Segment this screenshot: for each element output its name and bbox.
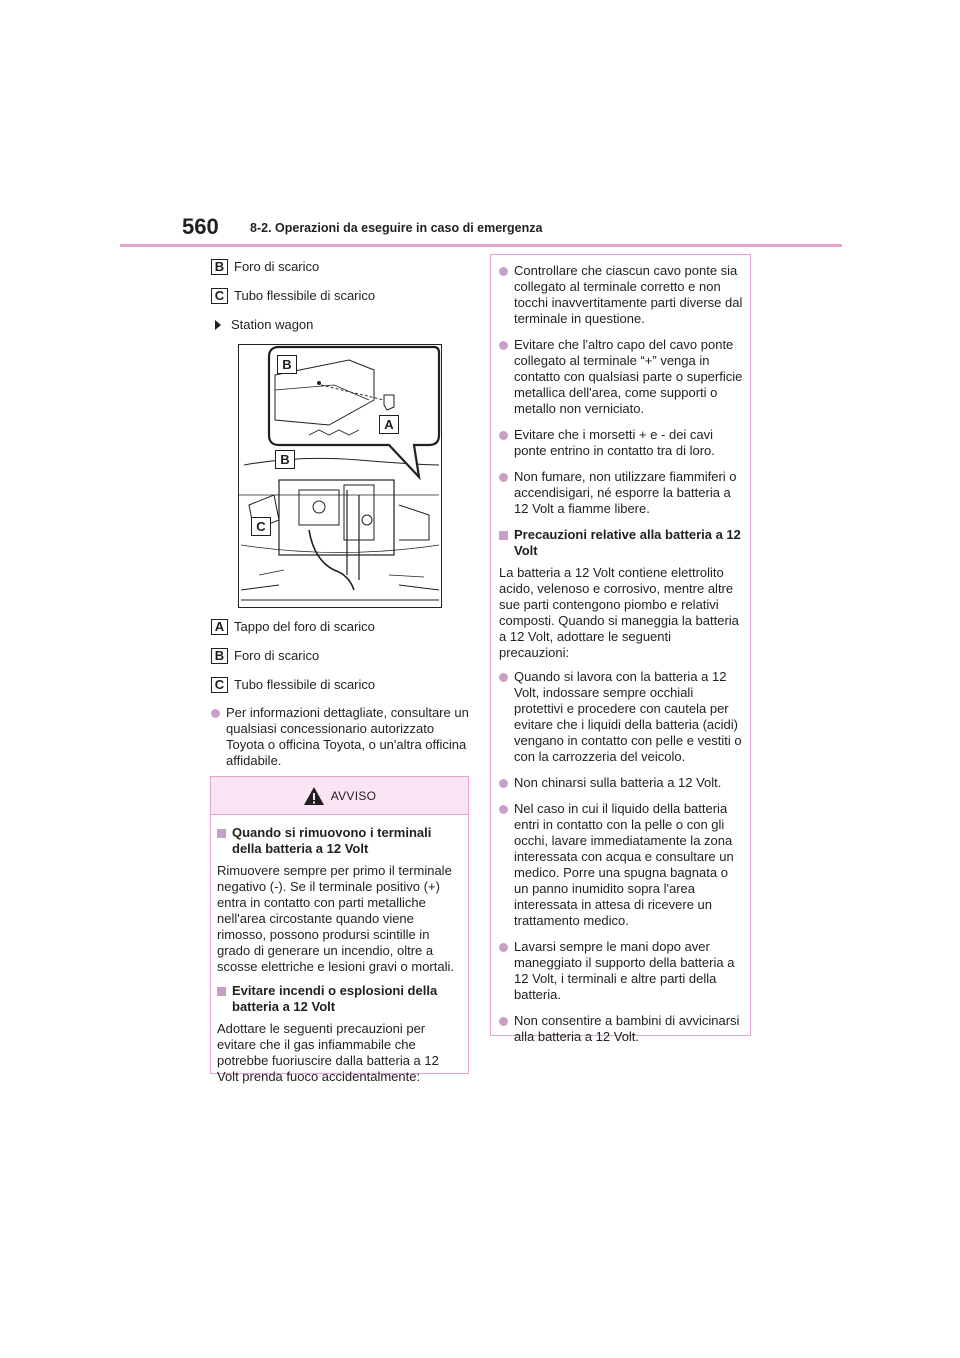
warning-body: [211, 815, 468, 1085]
label-b-top: [211, 258, 469, 276]
letter-box-a: A: [211, 619, 228, 635]
list-item: [499, 775, 744, 791]
list-item-text: Evitare che i morsetti + e - dei cavi ponte entrino in contatto tra di loro.: [514, 427, 715, 458]
label-text: Tubo flessibile di scarico: [234, 677, 376, 692]
list-item: [499, 1013, 744, 1045]
callout-b-main: B: [275, 450, 295, 469]
bullet-dot-icon: [499, 805, 508, 814]
label-text: Tappo del foro di scarico: [234, 619, 375, 634]
warning-header: [211, 777, 468, 815]
warning-paragraph: Rimuovere sempre per primo il terminale negativo (-). Se il terminale positivo (+) entra in contatto con parti metalliche nell'area circostante quando viene rimosso, possono prodursi scintille in grado di generare un incendio, oltre a scosse elettriche e lesioni gravi o mortali.: [217, 863, 454, 974]
list-item: [499, 427, 744, 459]
label-a: [211, 618, 469, 636]
list-item-text: Controllare che ciascun cavo ponte sia collegato al terminale corretto e non tocchi inavvertitamente parti diverse dal terminale in questione.: [514, 263, 743, 326]
header-rule: [120, 244, 842, 247]
label-text: Foro di scarico: [234, 259, 320, 274]
bullet-dot-icon: [499, 267, 508, 276]
list-item-text: Non consentire a bambini di avvicinarsi alla batteria a 12 Volt.: [514, 1013, 740, 1044]
callout-b-inset: B: [277, 355, 297, 374]
square-bullet-icon: [499, 531, 508, 540]
callout-a: A: [379, 415, 399, 434]
label-text: Tubo flessibile di scarico: [234, 288, 376, 303]
letter-box-b: B: [211, 259, 228, 275]
drain-illustration: [239, 345, 441, 607]
precautions-heading: [499, 527, 744, 559]
warning-section-heading: [217, 825, 462, 857]
warning-heading-text: Quando si rimuovono i terminali della batteria a 12 Volt: [232, 825, 432, 856]
list-item: [499, 337, 744, 417]
page-number: 560: [182, 214, 219, 239]
bullet-dot-icon: [499, 473, 508, 482]
section-title: 8-2. Operazioni da eseguire in caso di emergenza: [250, 221, 543, 235]
label-c: [211, 676, 469, 694]
list-item-text: Non chinarsi sulla batteria a 12 Volt.: [514, 775, 722, 790]
precautions-heading-text: Precauzioni relative alla batteria a 12 Volt: [514, 527, 741, 558]
list-item-text: Non fumare, non utilizzare fiammiferi o accendisigari, né esporre la batteria a 12 Volt a fiamme libere.: [514, 469, 737, 516]
warning-heading-text: Evitare incendi o esplosioni della batteria a 12 Volt: [232, 983, 438, 1014]
list-item: [499, 669, 744, 765]
warning-box: [210, 776, 469, 1084]
warning-title: AVVISO: [330, 788, 377, 803]
bullet-dot-icon: [499, 431, 508, 440]
label-text: Foro di scarico: [234, 648, 320, 663]
warning-paragraph: Adottare le seguenti precauzioni per evitare che il gas infiammabile che potrebbe fuoriuscire dalla batteria a 12 Volt prenda fuoco accidentalmente:: [217, 1021, 439, 1084]
list-item-text: Evitare che l'altro capo del cavo ponte collegato al terminale “+” venga in contatto con qualsiasi parte o superficie metallica dell'area, come supporti o metallo non verniciato.: [514, 337, 743, 416]
bullet-dot-icon: [499, 673, 508, 682]
list-item: [499, 469, 744, 517]
bullet-dot-icon: [499, 943, 508, 952]
warning-section-heading: [217, 983, 462, 1015]
label-c-top: [211, 287, 469, 305]
list-item-text: Lavarsi sempre le mani dopo aver maneggiato il supporto della batteria a 12 Volt, i terminali e altre parti della batteria.: [514, 939, 735, 1002]
callout-c: C: [251, 517, 271, 536]
bullet-dot-icon: [211, 709, 220, 718]
precautions-paragraph: La batteria a 12 Volt contiene elettrolito acido, velenoso e corrosivo, mentre altre sue parti contengono piombo e relativi composti. Quando si maneggia la batteria a 12 Volt, adottare le seguenti precauzioni:: [499, 565, 739, 660]
left-column: [211, 258, 469, 779]
label-b: [211, 647, 469, 665]
info-note: [211, 705, 469, 769]
list-item: [499, 939, 744, 1003]
drain-figure: [238, 344, 442, 608]
bullet-dot-icon: [499, 341, 508, 350]
variant-heading: [211, 316, 469, 334]
info-note-text: Per informazioni dettagliate, consultare un qualsiasi concessionario autorizzato Toyota o officina Toyota, o un'altra officina affidabile.: [226, 705, 469, 768]
square-bullet-icon: [217, 987, 226, 996]
bullet-dot-icon: [499, 1017, 508, 1026]
triangle-arrow-icon: [215, 320, 221, 330]
warning-triangle-icon: [303, 786, 325, 806]
warning-continued-box: [490, 254, 751, 1044]
list-item: [499, 801, 744, 929]
variant-heading-text: Station wagon: [231, 317, 314, 332]
square-bullet-icon: [217, 829, 226, 838]
list-item-text: Nel caso in cui il liquido della batteria entri in contatto con la pelle o con gli occhi, lavare immediatamente la zona interessata con acqua e consultare un medico. Porre una spugna bagnata o un panno inumidito sopra l'area interessata in attesa di ricevere un trattamento medico.: [514, 801, 734, 928]
list-item: [499, 263, 744, 327]
letter-box-c: C: [211, 288, 228, 304]
letter-box-c: C: [211, 677, 228, 693]
letter-box-b: B: [211, 648, 228, 664]
list-item-text: Quando si lavora con la batteria a 12 Volt, indossare sempre occhiali protettivi e procedere con cautela per evitare che i liquidi della batteria (acidi) vengano in contatto con pelle e vestiti o con la carrozzeria del veicolo.: [514, 669, 742, 764]
bullet-dot-icon: [499, 779, 508, 788]
